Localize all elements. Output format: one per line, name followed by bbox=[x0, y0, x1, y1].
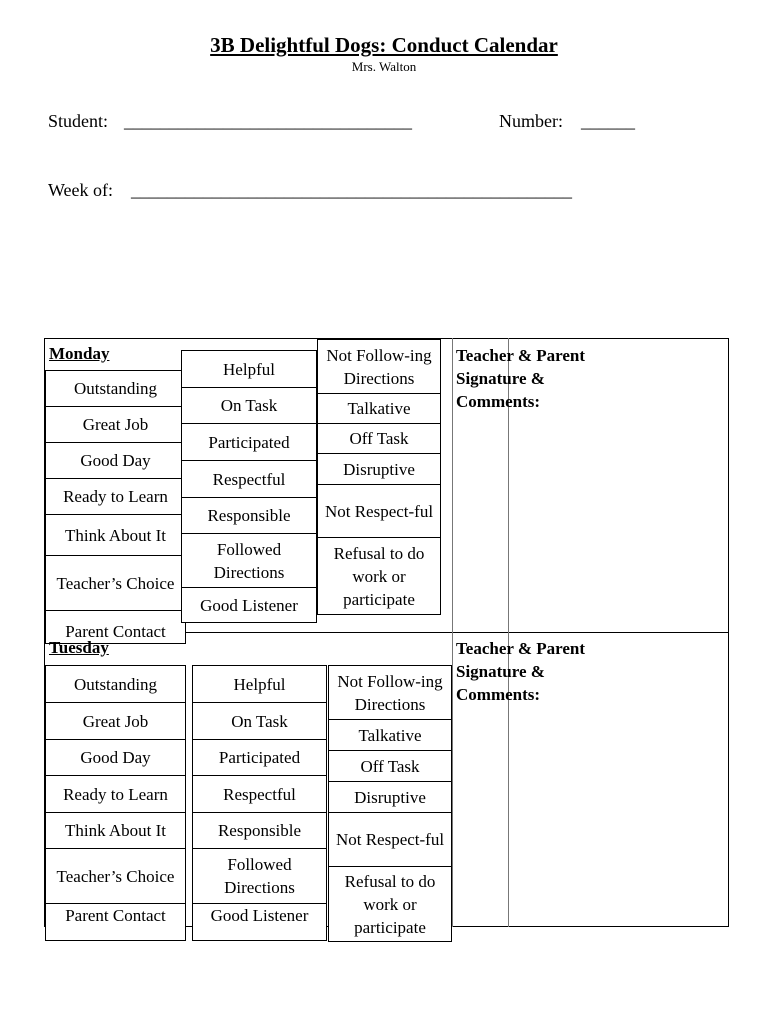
student-field[interactable]: ________________________________ bbox=[124, 111, 412, 131]
day-label-tuesday: Tuesday bbox=[49, 638, 109, 657]
monday-rating-think-about-it[interactable]: Think About It bbox=[45, 514, 186, 556]
tuesday-behavior-refusal[interactable]: Refusal to do work or participate bbox=[328, 866, 452, 942]
tuesday-signature-label: Teacher & Parent Signature & Comments: bbox=[456, 639, 586, 704]
monday-behavior-followed-directions[interactable]: Followed Directions bbox=[181, 533, 317, 588]
tuesday-rating-think-about-it[interactable]: Think About It bbox=[45, 812, 186, 849]
tuesday-behavior-talkative[interactable]: Talkative bbox=[328, 719, 452, 751]
tuesday-behavior-respectful[interactable]: Respectful bbox=[192, 775, 327, 813]
tuesday-behavior-responsible[interactable]: Responsible bbox=[192, 812, 327, 849]
monday-behavior-on-task[interactable]: On Task bbox=[181, 387, 317, 424]
monday-behavior-talkative[interactable]: Talkative bbox=[317, 393, 441, 424]
tuesday-rating-good-day[interactable]: Good Day bbox=[45, 739, 186, 776]
tuesday-behavior-not-respectful[interactable]: Not Respect-ful bbox=[328, 812, 452, 867]
tuesday-behavior-on-task[interactable]: On Task bbox=[192, 702, 327, 740]
monday-behavior-not-following-directions[interactable]: Not Follow-ing Directions bbox=[317, 339, 441, 394]
monday-behavior-not-respectful[interactable]: Not Respect-ful bbox=[317, 484, 441, 538]
monday-rating-good-day[interactable]: Good Day bbox=[45, 442, 186, 479]
tuesday-behavior-not-following-directions[interactable]: Not Follow-ing Directions bbox=[328, 665, 452, 720]
day-label-monday: Monday bbox=[49, 344, 110, 363]
tuesday-rating-great-job[interactable]: Great Job bbox=[45, 702, 186, 740]
tuesday-behavior-helpful[interactable]: Helpful bbox=[192, 665, 327, 703]
tuesday-behavior-disruptive[interactable]: Disruptive bbox=[328, 781, 452, 813]
week-label: Week of: bbox=[48, 180, 114, 200]
tuesday-behavior-participated[interactable]: Participated bbox=[192, 739, 327, 776]
monday-behavior-participated[interactable]: Participated bbox=[181, 423, 317, 461]
monday-behavior-respectful[interactable]: Respectful bbox=[181, 460, 317, 498]
number-label: Number: bbox=[499, 111, 563, 131]
monday-behavior-helpful[interactable]: Helpful bbox=[181, 350, 317, 388]
tuesday-rating-outstanding[interactable]: Outstanding bbox=[45, 665, 186, 703]
monday-behavior-off-task[interactable]: Off Task bbox=[317, 423, 441, 454]
tuesday-rating-parent-contact[interactable]: Parent Contact bbox=[45, 903, 186, 941]
monday-behavior-responsible[interactable]: Responsible bbox=[181, 497, 317, 534]
student-label: Student: bbox=[48, 111, 109, 131]
tuesday-behavior-good-listener[interactable]: Good Listener bbox=[192, 903, 327, 941]
monday-behavior-refusal[interactable]: Refusal to do work or participate bbox=[317, 537, 441, 615]
monday-behavior-disruptive[interactable]: Disruptive bbox=[317, 453, 441, 485]
comments-inner-line bbox=[508, 338, 509, 927]
monday-signature-label: Teacher & Parent Signature & Comments: bbox=[456, 346, 586, 411]
comments-divider bbox=[452, 338, 453, 927]
tuesday-rating-teachers-choice[interactable]: Teacher’s Choice bbox=[45, 848, 186, 904]
monday-rating-parent-contact[interactable]: Parent Contact bbox=[45, 610, 186, 644]
teacher-name: Mrs. Walton bbox=[351, 59, 417, 74]
monday-rating-teachers-choice[interactable]: Teacher’s Choice bbox=[45, 555, 186, 611]
tuesday-rating-ready-to-learn[interactable]: Ready to Learn bbox=[45, 775, 186, 813]
monday-behavior-good-listener[interactable]: Good Listener bbox=[181, 587, 317, 623]
tuesday-behavior-followed-directions[interactable]: Followed Directions bbox=[192, 848, 327, 904]
number-field[interactable]: ______ bbox=[581, 111, 635, 131]
monday-rating-great-job[interactable]: Great Job bbox=[45, 406, 186, 443]
tuesday-behavior-off-task[interactable]: Off Task bbox=[328, 750, 452, 782]
page-title bbox=[0, 33, 768, 58]
monday-rating-ready-to-learn[interactable]: Ready to Learn bbox=[45, 478, 186, 515]
monday-rating-outstanding[interactable]: Outstanding bbox=[45, 370, 186, 407]
week-field[interactable]: _________________________________________________ bbox=[131, 180, 572, 200]
page-title-text: 3B Delightful Dogs: Conduct Calendar bbox=[210, 33, 558, 57]
